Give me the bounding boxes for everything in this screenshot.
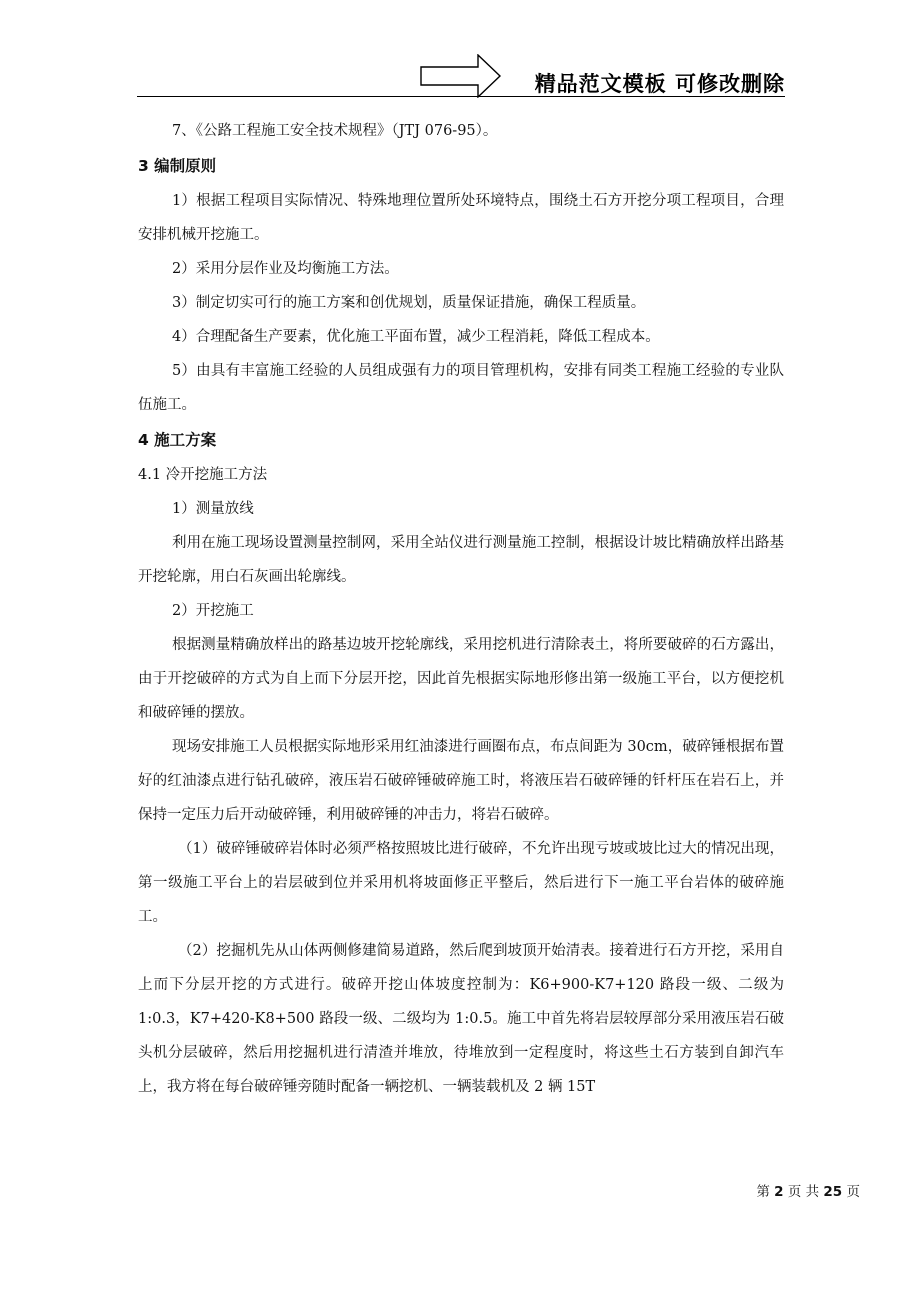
page-number: 2 <box>774 1184 784 1200</box>
paragraph-survey: 利用在施工现场设置测量控制网，采用全站仪进行测量施工控制，根据设计坡比精确放样出路基开挖轮廓，用白石灰画出轮廓线。 <box>138 535 784 585</box>
document-body <box>138 114 784 1104</box>
principle-2: 2）采用分层作业及均衡施工方法。 <box>172 261 399 277</box>
section-heading-3: 3 编制原则 <box>138 157 217 175</box>
arrow-right-icon <box>420 54 502 98</box>
paragraph-excavation-b: 现场安排施工人员根据实际地形采用红油漆进行画圈布点，布点间距为 30cm，破碎锤根据布置好的红油漆点进行钻孔破碎，液压岩石破碎锤破碎施工时，将液压岩石破碎锤的钎杆压在岩石上，并保持一定压力后开动破碎锤，利用破碎锤的冲击力，将岩石破碎。 <box>138 739 784 823</box>
footer-suffix: 页 <box>846 1184 860 1200</box>
subsection-heading-4-1: 4.1 冷开挖施工方法 <box>138 467 268 483</box>
footer-prefix: 第 <box>756 1184 770 1200</box>
paragraph-excavation-a: 根据测量精确放样出的路基边坡开挖轮廓线，采用挖机进行清除表土，将所要破碎的石方露出，由于开挖破碎的方式为自上而下分层开挖，因此首先根据实际地形修出第一级施工平台，以方便挖机和破碎锤的摆放。 <box>138 637 784 721</box>
page-header <box>137 50 785 98</box>
reference-item-7: 7、《公路工程施工安全技术规程》（JTJ 076-95）。 <box>172 123 498 139</box>
page-total: 25 <box>823 1184 843 1200</box>
principle-3: 3）制定切实可行的施工方案和创优规划，质量保证措施，确保工程质量。 <box>172 295 646 311</box>
step-heading-excavation: 2）开挖施工 <box>172 603 254 619</box>
step-heading-survey: 1）测量放线 <box>172 501 254 517</box>
paragraph-note-1: （1）破碎锤破碎岩体时必须严格按照坡比进行破碎，不允许出现亏坡或坡比过大的情况出现，第一级施工平台上的岩层破到位并采用机将坡面修正平整后，然后进行下一施工平台岩体的破碎施工。 <box>138 841 784 925</box>
paragraph-note-2: （2）挖掘机先从山体两侧修建简易道路，然后爬到坡顶开始清表。接着进行石方开挖，采用自上而下分层开挖的方式进行。破碎开挖山体坡度控制为：K6+900-K7+120 路段一级、二级为 1:0.3，K7+420-K8+500 路段一级、二级均为 1:0.5。施工中首先将岩层较厚部分采用液压岩石破头机分层破碎，然后用挖掘机进行清渣并堆放，待堆放到一定程度时，将这些土石方装到自卸汽车上，我方将在每台破碎锤旁随时配备一辆挖机、一辆装载机及 2 辆 15T <box>138 943 784 1095</box>
principle-5: 5）由具有丰富施工经验的人员组成强有力的项目管理机构，安排有同类工程施工经验的专业队伍施工。 <box>138 363 784 413</box>
principle-4: 4）合理配备生产要素，优化施工平面布置，减少工程消耗，降低工程成本。 <box>172 329 660 345</box>
header-divider <box>137 96 785 97</box>
header-title: 精品范文模板 可修改删除 <box>534 72 785 96</box>
section-heading-4: 4 施工方案 <box>138 431 217 449</box>
principle-1: 1）根据工程项目实际情况、特殊地理位置所处环境特点，围绕土石方开挖分项工程项目，合理安排机械开挖施工。 <box>138 193 784 243</box>
page-footer <box>756 1180 860 1200</box>
footer-mid: 页 共 <box>787 1184 820 1200</box>
